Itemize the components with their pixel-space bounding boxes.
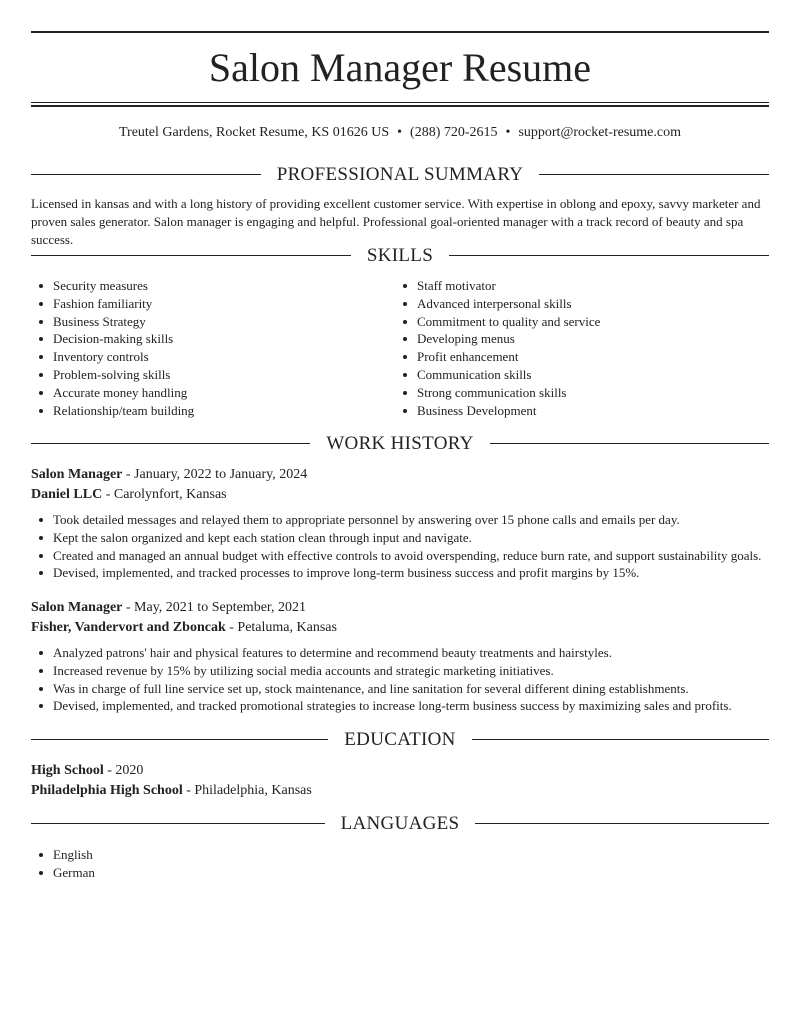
languages-list xyxy=(31,846,769,882)
list-item: Profit enhancement xyxy=(395,348,769,366)
list-item: English xyxy=(31,846,769,864)
education-school-line xyxy=(31,782,312,800)
list-item: Was in charge of full line service set up, stock maintenance, and line sanitation for several different dining establishments. xyxy=(31,680,769,698)
section-header-education xyxy=(31,729,769,751)
job-dates: - January, 2022 to January, 2024 xyxy=(122,467,308,482)
title-rule-lower xyxy=(31,105,769,107)
list-item: Devised, implemented, and tracked processes to improve long-term business success and profit margins by 15%. xyxy=(31,564,769,582)
contact-line xyxy=(31,124,769,142)
job-company-line xyxy=(31,619,337,637)
list-item: Business Development xyxy=(395,402,769,420)
section-header-skills xyxy=(31,245,769,267)
list-item: Business Strategy xyxy=(31,313,391,331)
section-title-work-history: WORK HISTORY xyxy=(310,433,489,454)
list-item: Kept the salon organized and kept each station clean through input and navigate. xyxy=(31,529,769,547)
skills-list-right xyxy=(395,277,769,419)
contact-separator: • xyxy=(397,125,403,140)
list-item: Decision-making skills xyxy=(31,330,391,348)
list-item: Fashion familiarity xyxy=(31,295,391,313)
summary-text: Licensed in kansas and with a long history of providing excellent customer service. With expertise in oblong and epoxy, savvy marketer and proven sales generator. Salon manager is engaging and helpful. Professional goal-oriented manager with a track record of beauty and spa success. xyxy=(31,196,761,247)
job-location: - Carolynfort, Kansas xyxy=(102,487,227,502)
job-company: Daniel LLC xyxy=(31,487,103,502)
top-rule xyxy=(31,31,769,33)
job-role-line xyxy=(31,466,307,484)
section-header-work-history xyxy=(31,433,769,455)
section-header-summary xyxy=(31,164,769,186)
list-item: Security measures xyxy=(31,277,391,295)
education-school: Philadelphia High School xyxy=(31,783,183,798)
page-title: Salon Manager Resume xyxy=(208,45,592,90)
list-item: Developing menus xyxy=(395,330,769,348)
education-degree-line xyxy=(31,762,143,780)
section-header-languages xyxy=(31,813,769,835)
section-title-education: EDUCATION xyxy=(328,729,471,750)
list-item: Advanced interpersonal skills xyxy=(395,295,769,313)
job-role-line xyxy=(31,599,306,617)
education-location: - Philadelphia, Kansas xyxy=(182,783,312,798)
job-bullets xyxy=(31,511,769,582)
list-item: Took detailed messages and relayed them to appropriate personnel by answering over 15 phone calls and emails per day. xyxy=(31,511,769,529)
contact-email: support@rocket-resume.com xyxy=(518,125,682,140)
skills-list-left xyxy=(31,277,391,419)
contact-separator: • xyxy=(505,125,511,140)
job-location: - Petaluma, Kansas xyxy=(225,620,337,635)
education-year: - 2020 xyxy=(103,763,144,778)
list-item: German xyxy=(31,864,769,882)
list-item: Commitment to quality and service xyxy=(395,313,769,331)
list-item: Analyzed patrons' hair and physical features to determine and recommend beauty treatments and hairstyles. xyxy=(31,644,769,662)
section-title-skills: SKILLS xyxy=(351,245,449,266)
list-item: Problem-solving skills xyxy=(31,366,391,384)
job-company-line xyxy=(31,486,227,504)
section-title-languages: LANGUAGES xyxy=(325,813,476,834)
job-dates: - May, 2021 to September, 2021 xyxy=(122,600,307,615)
job-role: Salon Manager xyxy=(31,467,123,482)
contact-phone: (288) 720-2615 xyxy=(410,125,498,140)
list-item: Created and managed an annual budget with effective controls to avoid overspending, reduce burn rate, and support sustainability goals. xyxy=(31,547,769,565)
list-item: Accurate money handling xyxy=(31,384,391,402)
job-company: Fisher, Vandervort and Zboncak xyxy=(31,620,226,635)
job-bullets xyxy=(31,644,769,715)
list-item: Staff motivator xyxy=(395,277,769,295)
list-item: Communication skills xyxy=(395,366,769,384)
list-item: Increased revenue by 15% by utilizing social media accounts and strategic marketing initiatives. xyxy=(31,662,769,680)
contact-address: Treutel Gardens, Rocket Resume, KS 01626 US xyxy=(118,125,390,140)
list-item: Relationship/team building xyxy=(31,402,391,420)
education-degree: High School xyxy=(31,763,104,778)
list-item: Inventory controls xyxy=(31,348,391,366)
job-role: Salon Manager xyxy=(31,600,123,615)
title-rule-upper xyxy=(31,102,769,103)
list-item: Devised, implemented, and tracked promotional strategies to increase long-term business success by maximizing sales and profits. xyxy=(31,697,769,715)
list-item: Strong communication skills xyxy=(395,384,769,402)
section-title-summary: PROFESSIONAL SUMMARY xyxy=(261,164,540,185)
